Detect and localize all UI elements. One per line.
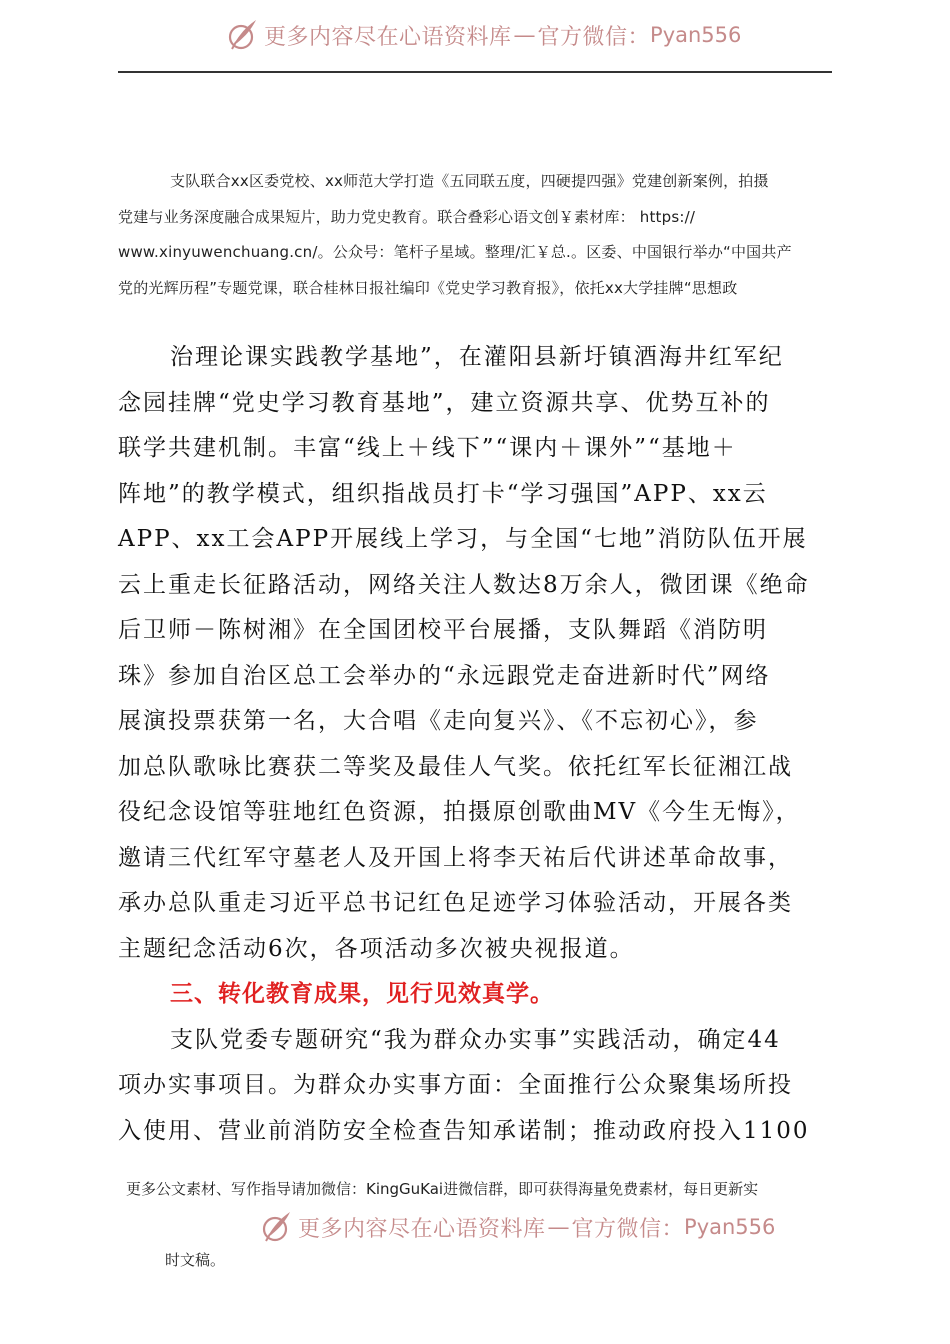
- footer-watermark: [262, 1210, 775, 1244]
- body-line: 珠》参加自治区总工会举办的“永远跟党走奋进新时代”网络: [118, 662, 771, 689]
- footer-note: 更多公文素材、写作指导请加微信：KingGuKai进微信群，即可获得海量免费素材，每日更新实: [126, 1180, 759, 1198]
- watermark-text: 更多内容尽在心语资料库: [298, 1216, 546, 1242]
- small-line: 党建与业务深度融合成果短片，助力党史教育。联合叠彩心语文创￥素材库： https://: [118, 207, 696, 226]
- quill-logo-icon: [262, 1210, 292, 1244]
- watermark-contact-label: 官方微信：: [571, 1216, 685, 1242]
- small-line: 支队联合xx区委党校、xx师范大学打造《五同联五度，四硬提四强》党建创新案例，拍摄: [170, 172, 769, 190]
- watermark-contact-id: Pyan556: [684, 1215, 776, 1239]
- body-line: 邀请三代红军守墓老人及开国上将李天祐后代讲述革命故事，: [118, 844, 793, 871]
- quill-logo-icon: [228, 18, 258, 52]
- body-line: 加总队歌咏比赛获二等奖及最佳人气奖。依托红军长征湘江战: [118, 753, 793, 780]
- watermark-text: 更多内容尽在心语资料库: [264, 24, 512, 50]
- body-line: 入使用、营业前消防安全检查告知承诺制；推动政府投入1100: [118, 1117, 810, 1144]
- body-line: 联学共建机制。丰富“线上＋线下”“课内＋课外”“基地＋: [118, 435, 737, 461]
- small-paragraph: [118, 170, 832, 312]
- small-line: 党的光辉历程”专题党课，联合桂林日报社编印《党史学习教育报》，依托xx大学挂牌“思想政: [118, 278, 738, 297]
- body-line: 云上重走长征路活动，网络关注人数达8万余人，微团课《绝命: [118, 571, 810, 598]
- body-line: 念园挂牌“党史学习教育基地”，建立资源共享、优势互补的: [118, 389, 771, 416]
- body-line: 项办实事项目。为群众办实事方面：全面推行公众聚集场所投: [118, 1072, 793, 1098]
- section-heading: 三、转化教育成果，见行见效真学。: [170, 981, 554, 1007]
- body-line: 支队党委专题研究“我为群众办实事”实践活动，确定44: [170, 1026, 781, 1053]
- body-line: 治理论课实践教学基地”，在灌阳县新圩镇酒海井红军纪: [170, 344, 784, 370]
- body-line: 阵地”的教学模式，组织指战员打卡“学习强国”APP、xx云: [118, 480, 768, 507]
- body-text: [118, 337, 832, 1156]
- body-line: 后卫师－陈树湘》在全国团校平台展播，支队舞蹈《消防明: [118, 617, 768, 643]
- footer-note-tail: 时文稿。: [165, 1251, 226, 1269]
- small-line: www.xinyuwenchuang.cn/。公众号：笔杆子星域。整理/汇￥总.。区委、中国银行举办“中国共产: [118, 243, 792, 261]
- header-watermark: [228, 18, 741, 52]
- body-line: 役纪念设馆等驻地红色资源，拍摄原创歌曲MV《今生无悔》，: [118, 799, 801, 825]
- body-line: APP、xx工会APP开展线上学习，与全国“七地”消防队伍开展: [118, 526, 808, 552]
- header-divider: [118, 71, 832, 73]
- body-line: 承办总队重走习近平总书记红色足迹学习体验活动，开展各类: [118, 890, 793, 916]
- watermark-contact-label: 官方微信：: [537, 24, 651, 50]
- watermark-contact-id: Pyan556: [650, 23, 742, 47]
- body-line: 主题纪念活动6次，各项活动多次被央视报道。: [118, 935, 635, 962]
- body-line: 展演投票获第一名，大合唱《走向复兴》、《不忘初心》，参: [118, 708, 759, 734]
- watermark-separator: —: [547, 1214, 570, 1240]
- watermark-separator: —: [513, 22, 536, 48]
